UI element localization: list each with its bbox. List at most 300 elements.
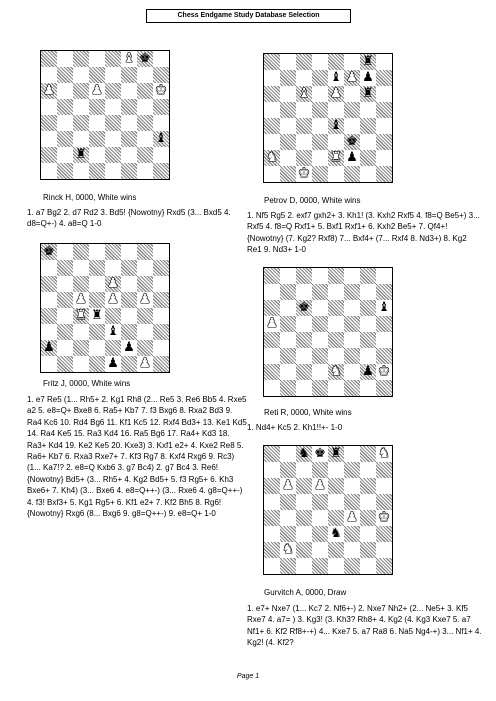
white-pawn-icon: ♟ [107, 276, 119, 291]
board-square [344, 332, 360, 348]
white-pawn-icon: ♟ [314, 478, 326, 493]
board-square [328, 494, 344, 510]
board-square [57, 340, 73, 356]
board-square [376, 102, 392, 118]
board-square [57, 147, 73, 163]
board-square [360, 510, 376, 526]
board-square [57, 67, 73, 83]
board-square [73, 67, 89, 83]
board-square [328, 348, 344, 364]
board-square [121, 147, 137, 163]
white-knight-icon: ♞ [282, 542, 294, 557]
board-square [312, 542, 328, 558]
board-square [105, 324, 121, 340]
board-square [264, 166, 280, 182]
board-square [73, 340, 89, 356]
white-pawn-icon: ♟ [282, 478, 294, 493]
black-king-icon: ♚ [314, 446, 326, 461]
board-square [264, 332, 280, 348]
board-square [344, 510, 360, 526]
board-square [41, 324, 57, 340]
board-square [360, 542, 376, 558]
board-square [153, 99, 169, 115]
black-rook-icon: ♜ [91, 308, 103, 323]
board-square [89, 83, 105, 99]
board-square [121, 356, 137, 372]
board-square [73, 163, 89, 179]
board-square [280, 166, 296, 182]
board-square [105, 308, 121, 324]
white-bishop-icon: ♝ [123, 51, 135, 66]
board-square [57, 356, 73, 372]
board-square [280, 526, 296, 542]
board-square [296, 102, 312, 118]
board-square [57, 51, 73, 67]
board-square [280, 348, 296, 364]
board-square [376, 510, 392, 526]
board-square [296, 462, 312, 478]
board-square [312, 150, 328, 166]
board-square [328, 542, 344, 558]
board-square [89, 163, 105, 179]
board-square [137, 324, 153, 340]
white-pawn-icon: ♟ [107, 292, 119, 307]
board-square [153, 356, 169, 372]
board-square [137, 51, 153, 67]
board-square [296, 70, 312, 86]
board-square [153, 51, 169, 67]
board-square [344, 542, 360, 558]
white-bishop-icon: ♝ [298, 86, 310, 101]
board-square [121, 131, 137, 147]
board-square [264, 86, 280, 102]
board-square [73, 147, 89, 163]
board-square [376, 316, 392, 332]
board-square [73, 51, 89, 67]
black-bishop-icon: ♝ [155, 131, 167, 146]
board-square [280, 70, 296, 86]
board-square [312, 284, 328, 300]
board-square [73, 308, 89, 324]
white-pawn-icon: ♟ [43, 83, 55, 98]
board-square [105, 83, 121, 99]
board-square [264, 348, 280, 364]
board-square [344, 134, 360, 150]
board-square [280, 150, 296, 166]
board-square [153, 67, 169, 83]
board-square [264, 494, 280, 510]
board-square [89, 324, 105, 340]
board-square [328, 54, 344, 70]
board-square [105, 340, 121, 356]
board-square [296, 478, 312, 494]
board-square [360, 70, 376, 86]
board-square [89, 356, 105, 372]
board-square [280, 86, 296, 102]
board-square [73, 131, 89, 147]
study-moves: 1. e7+ Nxe7 (1... Kc7 2. Nf6+-) 2. Nxe7 Nh2+ (2... Ne5+ 3. Kf5 Rxe7 4. a7= ) 3. Kg3! (3. Kh3? Rh8+ 4. Kg2 (4. Kg3 Kxe7 5. a7 Nf1+ 6. Kf2 Rf8+-+) 4... Kxe7 5. a7 Ra8 6. Na5 Ng4-+) 3... Nf1+ 4. Kg2! (4. Kf2? [247, 604, 482, 648]
board-square [41, 99, 57, 115]
white-pawn-icon: ♟ [75, 292, 87, 307]
board-square [296, 542, 312, 558]
board-square [153, 115, 169, 131]
board-square [264, 102, 280, 118]
board-square [344, 526, 360, 542]
board-square [360, 134, 376, 150]
board-square [360, 166, 376, 182]
board-square [121, 324, 137, 340]
board-square [105, 244, 121, 260]
board-square [73, 276, 89, 292]
board-square [360, 462, 376, 478]
board-square [121, 115, 137, 131]
board-square [360, 300, 376, 316]
white-pawn-icon: ♟ [330, 86, 342, 101]
board-square [344, 268, 360, 284]
board-square [280, 446, 296, 462]
board-square [328, 332, 344, 348]
board-square [360, 380, 376, 396]
board-square [153, 147, 169, 163]
white-knight-icon: ♞ [330, 364, 342, 379]
board-square [153, 260, 169, 276]
board-square [41, 51, 57, 67]
board-square [137, 67, 153, 83]
board-square [280, 380, 296, 396]
board-square [153, 340, 169, 356]
study-moves: 1. Nd4+ Kc5 2. Kh1!!+- 1-0 [247, 423, 343, 432]
white-knight-icon: ♞ [266, 150, 278, 165]
board-square [280, 284, 296, 300]
board-square [296, 54, 312, 70]
white-king-icon: ♚ [298, 166, 310, 181]
board-square [328, 364, 344, 380]
board-square [73, 244, 89, 260]
board-square [312, 478, 328, 494]
board-square [312, 462, 328, 478]
board-square [264, 558, 280, 574]
board-square [344, 300, 360, 316]
white-pawn-icon: ♟ [91, 83, 103, 98]
white-pawn-icon: ♟ [139, 356, 151, 371]
board-square [376, 54, 392, 70]
board-square [264, 542, 280, 558]
board-square [360, 526, 376, 542]
board-square [137, 260, 153, 276]
board-square [312, 86, 328, 102]
board-square [121, 308, 137, 324]
board-square [296, 316, 312, 332]
board-square [376, 462, 392, 478]
board-square [264, 54, 280, 70]
board-square [344, 446, 360, 462]
board-square [41, 308, 57, 324]
board-square [264, 510, 280, 526]
board-square [57, 131, 73, 147]
board-square [312, 332, 328, 348]
study-moves: 1. e7 Re5 (1... Rh5+ 2. Kg1 Rh8 (2... Re5 3. Re6 Bb5 4. Rxe5 a2 5. e8=Q+ Bxe8 6. Ra5+ Kb7 7. f3 Bxg6 8. Rxa2 Bd3 9. Ra4 Kc6 10. Rd4 Bg6 11. Kf1 Kc5 12. Rxf4 Bd3+ 13. Ke1 Kd5 14. Ra4 Ke5 15. Ra3 Kd4 16. Ra5 Bg6 17. Ra4+ Kd3 18. Ra3+ Kd4 19. Ke2 Ke5 20. Kxe3) 3. Kxf1 e2+ 4. Kxe2 Re8 5. Ra6+ Kb7 6. Rxa3 Rxe7+ 7. Kf3 Rg7 8. Kxf4 Rxg6 9. Rc3) (1... Ka7!? 2. e8=Q Kxb6 3. g7 Bc4) 2. g7 Bc4 3. Re6! {Nowotny} Bd5+ (3... Rh5+ 4. Kg2 Bd5+ 5. f3 Rg5+ 6. Kh3 Bxe6+ 7. Kh4) (3... Bxe6 4. e8=Q++-) (3... Rxe6 4. g8=Q++-) 4. f3! Bxf3+ 5. Kg1 Rg5+ 6. Kf1 e2+ 7. Kf2 Bh5 8. Rg6! {Nowotny} Rxg6 (8... Bxg6 9. g8=Q++-) 9. e8=Q+ 1-0 [27, 395, 247, 519]
board-square [344, 316, 360, 332]
board-square [376, 348, 392, 364]
board-square [41, 163, 57, 179]
study-caption: Petrov D, 0000, White wins [264, 196, 361, 205]
board-square [153, 131, 169, 147]
board-square [312, 70, 328, 86]
board-square [280, 542, 296, 558]
board-square [344, 478, 360, 494]
black-king-icon: ♚ [43, 244, 55, 259]
board-square [137, 356, 153, 372]
board-square [312, 166, 328, 182]
board-square [41, 83, 57, 99]
board-square [280, 364, 296, 380]
board-square [360, 332, 376, 348]
study-caption: Gurvitch A, 0000, Draw [264, 588, 347, 597]
black-pawn-icon: ♟ [43, 340, 55, 355]
board-square [360, 446, 376, 462]
board-square [376, 332, 392, 348]
board-square [264, 284, 280, 300]
white-rook-icon: ♜ [75, 308, 87, 323]
board-square [328, 446, 344, 462]
board-square [296, 86, 312, 102]
board-square [264, 118, 280, 134]
board-square [296, 134, 312, 150]
board-square [264, 364, 280, 380]
board-square [344, 348, 360, 364]
board-square [376, 364, 392, 380]
board-square [57, 276, 73, 292]
chess-board [40, 243, 170, 373]
black-knight-icon: ♞ [298, 446, 310, 461]
study-moves: 1. a7 Bg2 2. d7 Rd2 3. Bd5! {Nowotny} Rxd5 (3... Bxd5 4. d8=Q+-) 4. a8=Q 1-0 [27, 208, 231, 229]
board-square [344, 462, 360, 478]
board-square [328, 118, 344, 134]
board-square [105, 356, 121, 372]
board-square [41, 356, 57, 372]
white-pawn-icon: ♟ [346, 510, 358, 525]
board-square [73, 99, 89, 115]
board-square [280, 102, 296, 118]
white-king-icon: ♚ [155, 83, 167, 98]
board-square [312, 54, 328, 70]
study-moves: 1. Nf5 Rg5 2. exf7 gxh2+ 3. Kh1! (3. Kxh2 Rxf5 4. f8=Q Be5+) 3... Rxf5 4. f8=Q Rxf1+ 5. Bxf1 Rxf1+ 6. Kxh2 Be5+ 7. Qf4+! {Nowotny} (7. Kg2? Rxf8) 7... Bxf4+ (7... Rxf4 8. Nd3+) 8. Kg2 Re1 9. Nd3+ 1-0 [247, 211, 480, 255]
board-square [328, 86, 344, 102]
board-square [360, 150, 376, 166]
board-square [105, 292, 121, 308]
board-square [264, 478, 280, 494]
board-square [280, 134, 296, 150]
board-square [57, 324, 73, 340]
board-square [312, 364, 328, 380]
board-square [312, 446, 328, 462]
board-square [296, 332, 312, 348]
board-square [280, 54, 296, 70]
board-square [137, 115, 153, 131]
board-square [376, 494, 392, 510]
black-rook-icon: ♜ [330, 446, 342, 461]
board-square [376, 526, 392, 542]
board-square [312, 348, 328, 364]
board-square [376, 478, 392, 494]
board-square [137, 244, 153, 260]
board-square [328, 300, 344, 316]
board-square [376, 86, 392, 102]
board-square [280, 118, 296, 134]
black-bishop-icon: ♝ [330, 70, 342, 85]
board-square [41, 244, 57, 260]
board-square [376, 558, 392, 574]
board-square [105, 147, 121, 163]
board-square [105, 99, 121, 115]
board-square [153, 292, 169, 308]
board-square [105, 260, 121, 276]
board-square [376, 268, 392, 284]
board-square [328, 134, 344, 150]
board-square [73, 115, 89, 131]
board-square [73, 324, 89, 340]
board-square [296, 150, 312, 166]
board-square [153, 83, 169, 99]
board-square [264, 316, 280, 332]
board-square [137, 83, 153, 99]
black-king-icon: ♚ [346, 134, 358, 149]
board-square [41, 115, 57, 131]
board-square [344, 166, 360, 182]
board-square [376, 118, 392, 134]
page-number: Page 1 [236, 673, 260, 680]
board-square [137, 131, 153, 147]
board-square [312, 494, 328, 510]
page-title: Chess Endgame Study Database Selection [146, 9, 351, 23]
board-square [296, 268, 312, 284]
board-square [360, 558, 376, 574]
white-pawn-icon: ♟ [266, 316, 278, 331]
black-pawn-icon: ♟ [362, 364, 374, 379]
board-square [376, 70, 392, 86]
board-square [105, 67, 121, 83]
black-pawn-icon: ♟ [107, 356, 119, 371]
board-square [121, 83, 137, 99]
board-square [89, 292, 105, 308]
board-square [89, 131, 105, 147]
board-square [296, 526, 312, 542]
board-square [121, 260, 137, 276]
board-square [105, 276, 121, 292]
board-square [360, 494, 376, 510]
board-square [376, 446, 392, 462]
board-square [89, 147, 105, 163]
board-square [360, 348, 376, 364]
board-square [153, 276, 169, 292]
board-square [344, 380, 360, 396]
board-square [328, 380, 344, 396]
board-square [105, 163, 121, 179]
board-square [312, 118, 328, 134]
board-square [264, 268, 280, 284]
board-square [89, 308, 105, 324]
board-square [296, 166, 312, 182]
board-square [296, 118, 312, 134]
black-knight-icon: ♞ [330, 526, 342, 541]
board-square [312, 134, 328, 150]
board-square [121, 292, 137, 308]
board-square [137, 308, 153, 324]
board-square [360, 54, 376, 70]
board-square [264, 134, 280, 150]
board-square [89, 51, 105, 67]
board-square [328, 166, 344, 182]
board-square [137, 292, 153, 308]
board-square [137, 99, 153, 115]
board-square [105, 115, 121, 131]
board-square [41, 147, 57, 163]
board-square [328, 284, 344, 300]
board-square [89, 276, 105, 292]
board-square [57, 308, 73, 324]
board-square [328, 150, 344, 166]
board-square [73, 292, 89, 308]
black-bishop-icon: ♝ [378, 300, 390, 315]
board-square [296, 380, 312, 396]
board-square [264, 300, 280, 316]
board-square [344, 118, 360, 134]
board-square [280, 332, 296, 348]
board-square [280, 494, 296, 510]
board-square [280, 316, 296, 332]
board-square [376, 380, 392, 396]
white-rook-icon: ♜ [330, 150, 342, 165]
board-square [344, 364, 360, 380]
board-square [153, 308, 169, 324]
board-square [105, 51, 121, 67]
board-square [41, 67, 57, 83]
board-square [280, 300, 296, 316]
black-rook-icon: ♜ [75, 147, 87, 162]
board-square [344, 150, 360, 166]
board-square [57, 244, 73, 260]
board-square [312, 268, 328, 284]
board-square [153, 163, 169, 179]
board-square [73, 356, 89, 372]
board-square [41, 260, 57, 276]
board-square [312, 300, 328, 316]
board-square [280, 268, 296, 284]
board-square [280, 478, 296, 494]
chess-board [263, 53, 393, 183]
board-square [264, 70, 280, 86]
board-square [296, 348, 312, 364]
board-square [121, 163, 137, 179]
board-square [376, 284, 392, 300]
study-caption: Fritz J, 0000, White wins [43, 379, 131, 388]
board-square [137, 147, 153, 163]
board-square [328, 478, 344, 494]
board-square [296, 446, 312, 462]
board-square [280, 558, 296, 574]
board-square [328, 102, 344, 118]
board-square [360, 86, 376, 102]
board-square [328, 268, 344, 284]
board-square [312, 510, 328, 526]
board-square [280, 510, 296, 526]
chess-board [263, 445, 393, 575]
board-square [360, 102, 376, 118]
board-square [121, 99, 137, 115]
board-square [296, 300, 312, 316]
black-bishop-icon: ♝ [107, 324, 119, 339]
board-square [360, 316, 376, 332]
